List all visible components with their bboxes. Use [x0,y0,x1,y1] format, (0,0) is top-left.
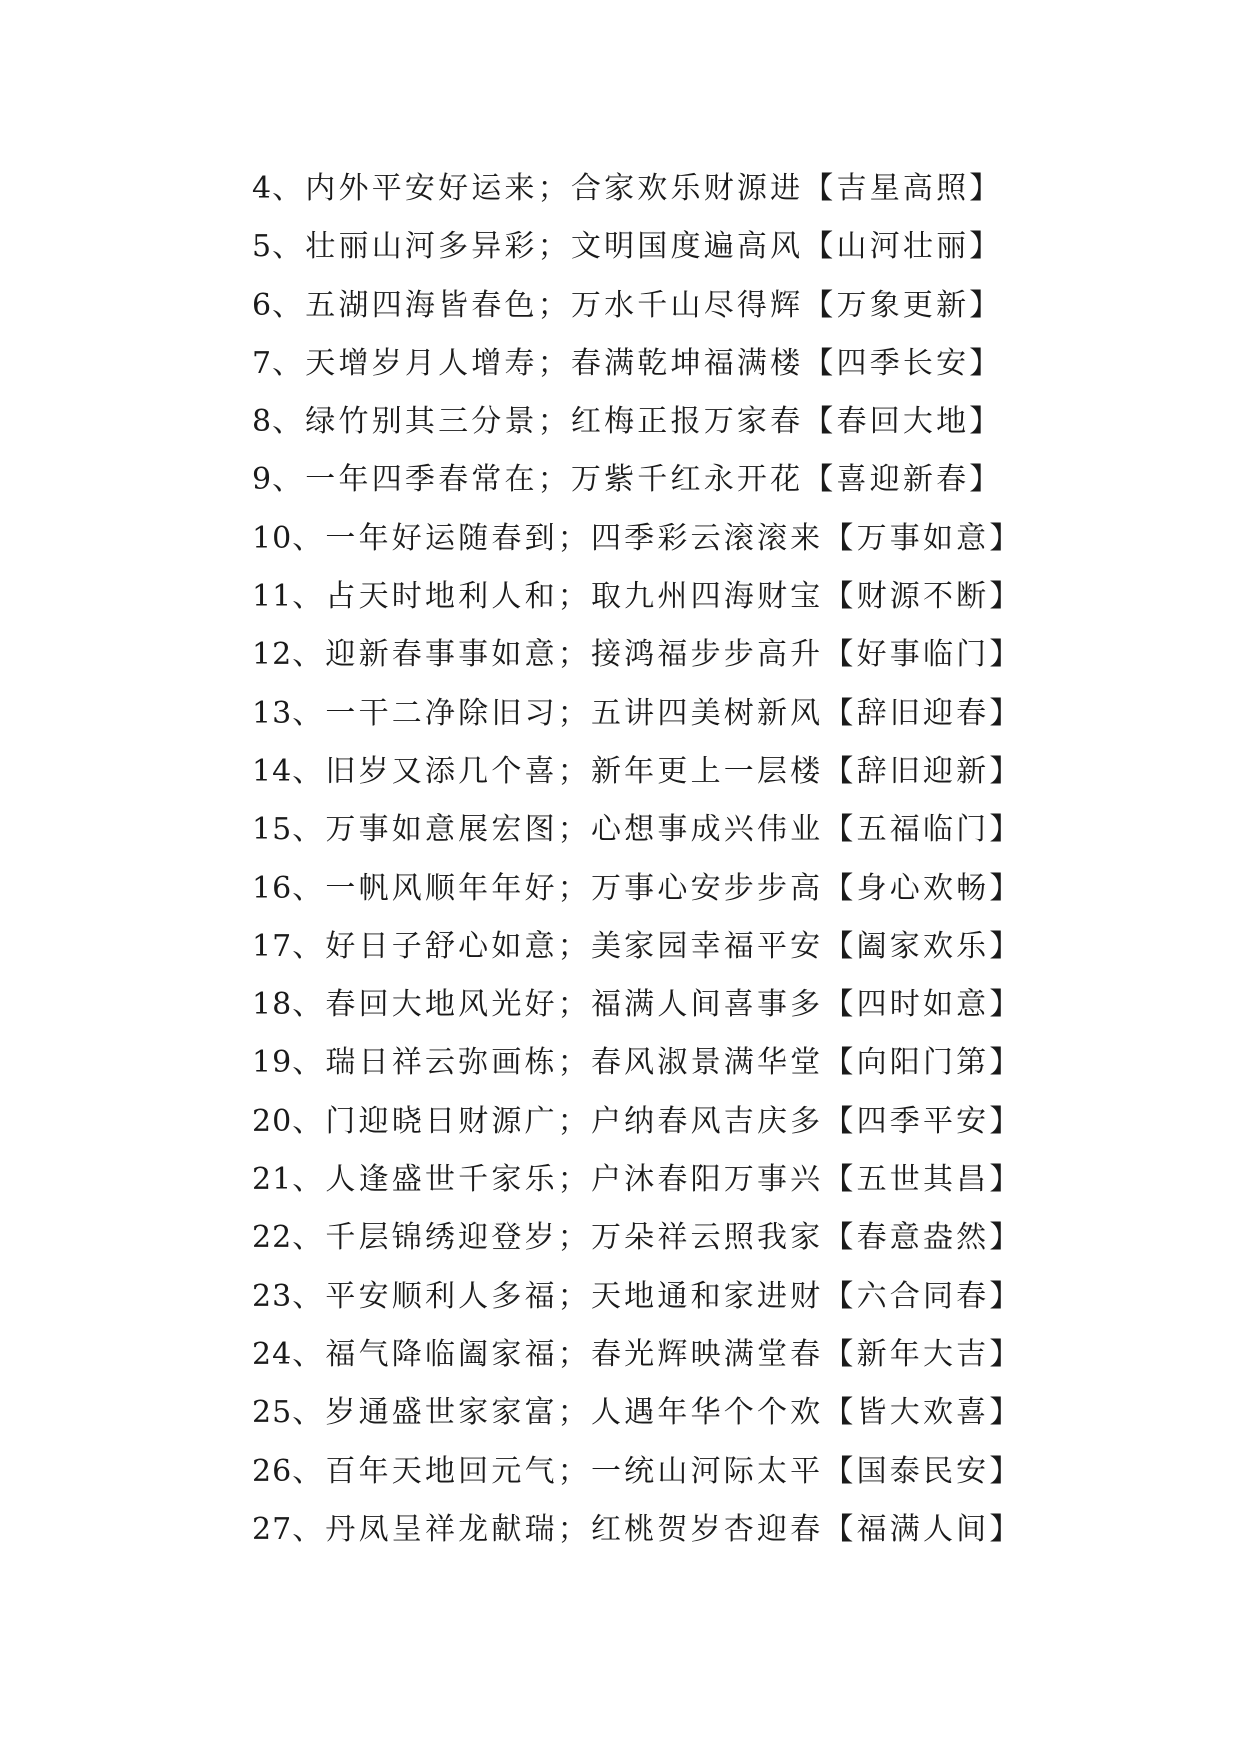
line-number: 15 [252,812,293,848]
line-number: 19 [252,1045,293,1081]
line-number: 5 [252,229,273,265]
line-number: 6 [252,287,273,323]
line-number: 22 [252,1220,293,1256]
line-number: 14 [252,753,293,789]
couplet-line [252,393,1023,451]
couplet-text: 、平安顺利人多福；天地通和家进财【六合同春】 [292,1278,1023,1314]
line-number: 9 [252,462,273,498]
couplet-line [252,568,1023,626]
couplet-text: 、一帆风顺年年好；万事心安步步高【身心欢畅】 [292,870,1023,906]
couplet-text: 、迎新春事事如意；接鸿福步步高升【好事临门】 [292,637,1023,673]
line-number: 4 [252,171,273,206]
couplet-text: 、百年天地回元气；一统山河际太平【国泰民安】 [292,1453,1023,1489]
couplet-line [252,1209,1023,1267]
couplet-text: 、门迎晓日财源广；户纳春风吉庆多【四季平安】 [292,1103,1023,1139]
couplet-line [252,1034,1023,1092]
couplet-line [252,1093,1023,1151]
couplet-line [252,1268,1023,1326]
couplet-text: 、丹凤呈祥龙献瑞；红桃贺岁杏迎春【福满人间】 [292,1511,1023,1547]
couplet-line [252,1151,1023,1209]
couplet-line [252,860,1023,918]
couplet-list [252,160,1023,1559]
line-number: 13 [252,695,293,731]
couplet-text: 、五湖四海皆春色；万水千山尽得辉【万象更新】 [272,287,1003,323]
line-number: 23 [252,1278,293,1314]
line-number: 21 [252,1162,293,1198]
couplet-text: 、壮丽山河多异彩；文明国度遍高风【山河壮丽】 [272,229,1003,265]
line-number: 8 [252,404,273,440]
line-number: 17 [252,928,293,964]
couplet-line [252,510,1023,568]
couplet-text: 、福气降临阖家福；春光辉映满堂春【新年大吉】 [292,1336,1023,1372]
couplet-line [252,626,1023,684]
couplet-text: 、占天时地利人和；取九州四海财宝【财源不断】 [292,579,1023,615]
couplet-text: 、人逢盛世千家乐；户沐春阳万事兴【五世其昌】 [292,1162,1023,1198]
line-number: 27 [252,1511,293,1547]
couplet-line [252,160,1023,218]
couplet-line [252,976,1023,1034]
couplet-text: 、一干二净除旧习；五讲四美树新风【辞旧迎春】 [292,695,1023,731]
line-number: 24 [252,1336,293,1372]
couplet-line [252,451,1023,509]
couplet-line [252,685,1023,743]
line-number: 11 [252,579,293,615]
couplet-text: 、瑞日祥云弥画栋；春风淑景满华堂【向阳门第】 [292,1045,1023,1081]
couplet-text: 、绿竹别其三分景；红梅正报万家春【春回大地】 [272,404,1003,440]
couplet-text: 、一年好运随春到；四季彩云滚滚来【万事如意】 [292,520,1023,556]
couplet-text: 、千层锦绣迎登岁；万朵祥云照我家【春意盎然】 [292,1220,1023,1256]
couplet-text: 、内外平安好运来；合家欢乐财源进【吉星高照】 [272,171,1003,206]
couplet-text: 、天增岁月人增寿；春满乾坤福满楼【四季长安】 [272,345,1003,381]
couplet-line [252,1326,1023,1384]
line-number: 7 [252,345,273,381]
line-number: 20 [252,1103,293,1139]
couplet-line [252,743,1023,801]
couplet-line [252,335,1023,393]
couplet-text: 、好日子舒心如意；美家园幸福平安【阖家欢乐】 [292,928,1023,964]
couplet-line [252,918,1023,976]
line-number: 26 [252,1453,293,1489]
couplet-text: 、旧岁又添几个喜；新年更上一层楼【辞旧迎新】 [292,753,1023,789]
line-number: 18 [252,987,293,1023]
line-number: 10 [252,520,293,556]
couplet-line [252,277,1023,335]
couplet-line [252,801,1023,859]
line-number: 16 [252,870,293,906]
line-number: 25 [252,1395,293,1431]
couplet-line [252,1443,1023,1501]
couplet-line [252,1384,1023,1442]
couplet-line [252,1501,1023,1559]
couplet-text: 、一年四季春常在；万紫千红永开花【喜迎新春】 [272,462,1003,498]
couplet-line [252,218,1023,276]
line-number: 12 [252,637,293,673]
couplet-text: 、万事如意展宏图；心想事成兴伟业【五福临门】 [292,812,1023,848]
couplet-text: 、春回大地风光好；福满人间喜事多【四时如意】 [292,987,1023,1023]
couplet-text: 、岁通盛世家家富；人遇年华个个欢【皆大欢喜】 [292,1395,1023,1431]
